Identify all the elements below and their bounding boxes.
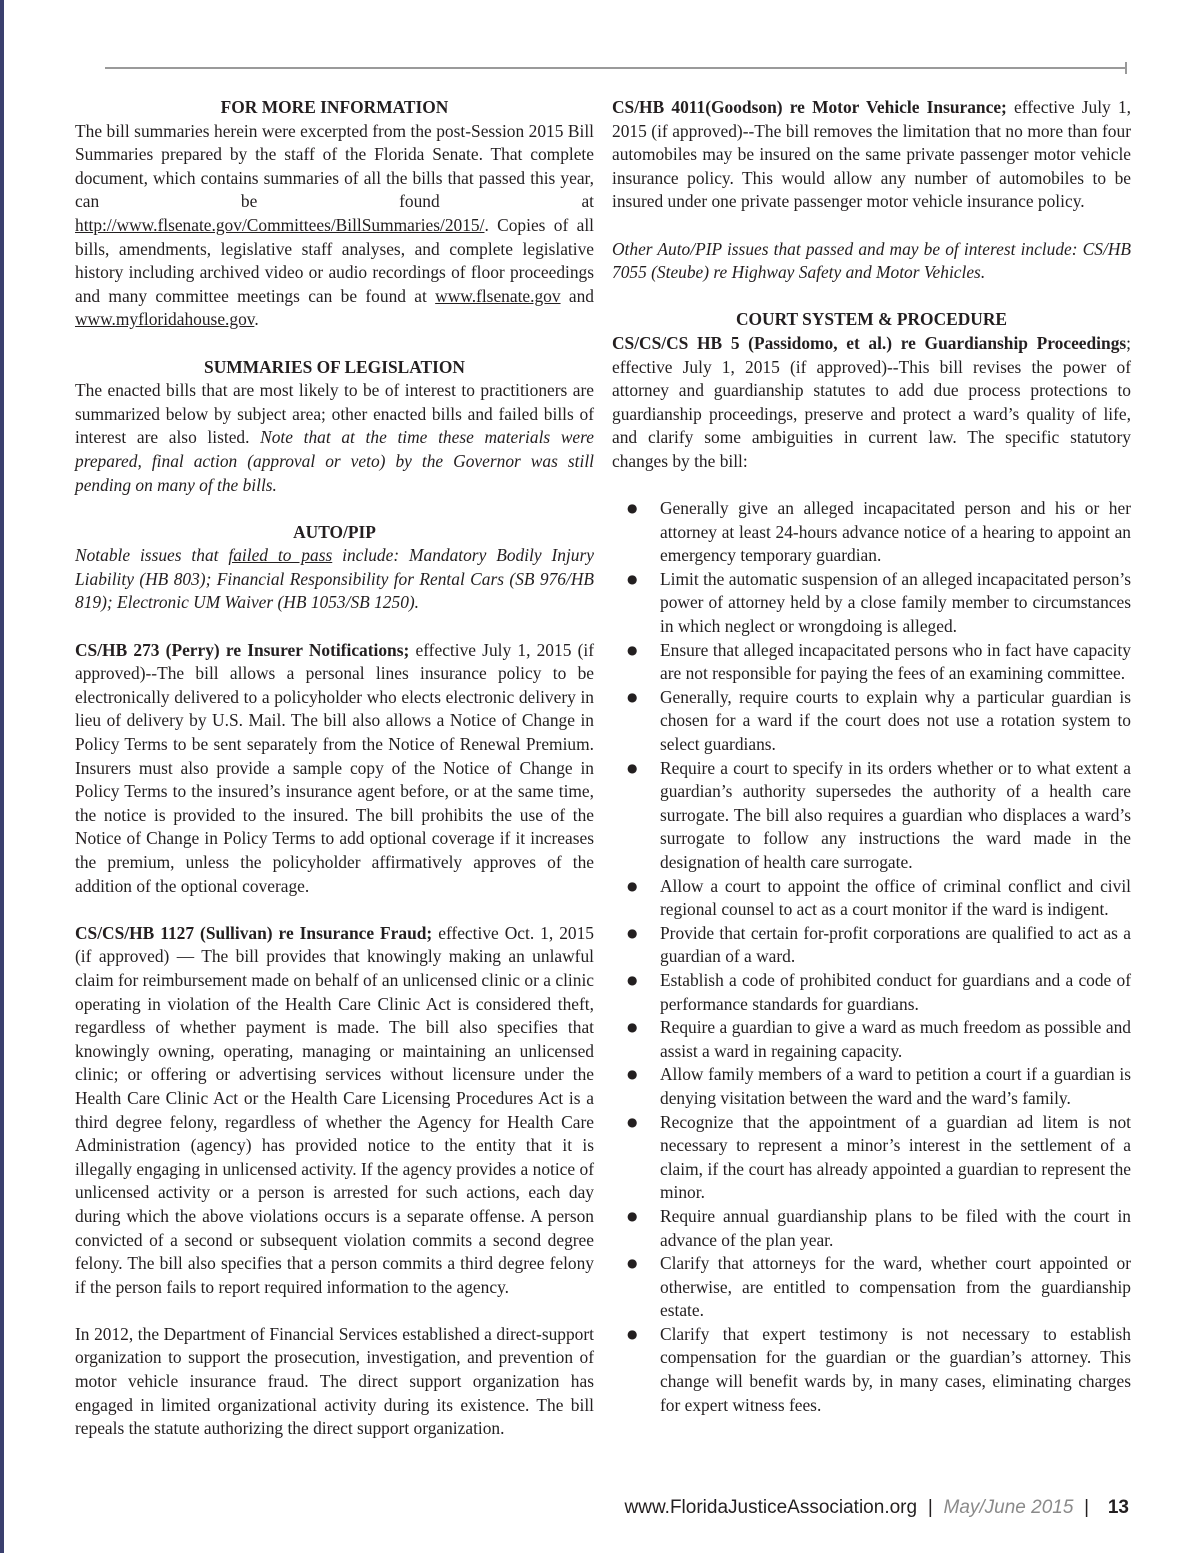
list-item: ● Limit the automatic suspension of an alleged incapacitated person’s power of attorney held by a close family member to circumstances in which neglect or wrongdoing is alleged. <box>627 568 1131 637</box>
list-item: ● Require a guardian to give a ward as much freedom as possible and assist a ward in regaining capacity. <box>627 1017 1131 1061</box>
bullet-icon: ● <box>627 501 638 516</box>
more-info-paragraph: The bill summaries herein were excerpted from the post-Session 2015 Bill Summaries prepared by the staff of the Florida Senate. That complete document, which contains summaries of all the bills that passed this year, can be found at http://www.flsenate.gov/Committees/BillSummaries/2015/. Copies of all bills, amendments, legislative staff analyses, and complete legislative history including archived video or audio recordings of floor proceedings and many committee meetings can be found at www.flsenate.gov and www.myfloridahouse.gov. <box>75 120 594 330</box>
myfloridahouse-link[interactable]: www.myfloridahouse.gov <box>75 309 255 330</box>
summaries-paragraph: The enacted bills that are most likely to be of interest to practitioners are summarized below by subject area; other enacted bills and failed bills of interest are also listed. Note that at the time these materials were prepared, final action (approval or veto) by the Governor was still pending on many of the bills. <box>75 380 594 495</box>
summaries-note: Note that at the time these materials were prepared, final action (approval or veto) by the Governor was still pending on many of the bills. <box>75 427 594 495</box>
list-item: ● Provide that certain for-profit corporations are qualified to act as a guardian of a ward. <box>627 922 1131 967</box>
list-item: ● Recognize that the appointment of a guardian ad litem is not necessary to represent a minor’s interest in the settlement of a claim, if the court has already appointed a guardian to represent the minor. <box>627 1111 1131 1203</box>
dfs-paragraph: In 2012, the Department of Financial Services established a direct-support organization to support the prosecution, investigation, and prevention of motor vehicle insurance fraud. The direct support organization has engaged in limited organizational activity during its existence. The bill repeals the statute authorizing the direct support organization. <box>75 1323 594 1439</box>
footer-issue-date: May/June 2015 <box>943 1497 1074 1518</box>
flsenate-link[interactable]: www.flsenate.gov <box>435 285 561 306</box>
list-item: ● Allow a court to appoint the office of criminal conflict and civil regional counsel to act as a court monitor if the ward is indigent. <box>627 875 1131 920</box>
bullet-icon: ● <box>627 1114 638 1129</box>
bullet-icon: ● <box>627 878 638 893</box>
bill-hb1127-summary: CS/CS/HB 1127 (Sullivan) re Insurance Fraud; effective Oct. 1, 2015 (if approved) — The bill provides that knowingly making an unlawful claim for reimbursement made on behalf of an unlicensed clinic or a clinic operating in violation of the Health Care Clinic Act is considered theft, regardless of whether payment is made. The bill also specifies that knowingly owning, operating, managing or maintaining an unlicensed clinic; or offering or advertising services without licensure under the Health Care Clinic Act or the Health Care Licensing Procedures Act is a third degree felony, regardless of whether the Agency for Health Care Administration (agency) has provided notice to the entity that it is illegally engaging in unlicensed activity. If the agency provides a notice of unlicensed activity or a person is arrested for such actions, each day during which the above violations occurs is a separate offense. A person convicted of a second or subsequent violation commits a second degree felony. The bill also specifies that a person commits a third degree felony if the person fails to report required information to the agency. <box>75 922 594 1297</box>
list-item: ● Clarify that attorneys for the ward, whether court appointed or otherwise, are entitled to compensation from the guardianship estate. <box>627 1253 1131 1321</box>
list-item: ● Allow family members of a ward to petition a court if a guardian is denying visitation between the ward and the ward’s family. <box>627 1064 1131 1108</box>
list-item: ● Establish a code of prohibited conduct for guardians and a code of performance standards for guardians. <box>627 969 1131 1014</box>
bill-hb273-summary: CS/HB 273 (Perry) re Insurer Notifications; effective July 1, 2015 (if approved)--The bill allows a personal lines insurance policy to be electronically delivered to a policyholder who elects electronic delivery in lieu of delivery by U.S. Mail. The bill also allows a Notice of Change in Policy Terms to be sent separately from the Notice of Renewal Premium. Insurers must also provide a sample copy of the Notice of Change in Policy Terms to the insured’s insurance agent before, or at the same time, the notice is provided to the insured. The bill prohibits the use of the Notice of Change in Policy Terms to add optional coverage if it increases the premium, unless the policyholder affirmatively approves of the addition of the optional coverage. <box>75 639 594 896</box>
bullet-icon: ● <box>627 1067 638 1082</box>
senate-bill-summaries-link[interactable]: http://www.flsenate.gov/Committees/BillSummaries/2015/ <box>75 214 485 235</box>
list-item: ● Generally give an alleged incapacitated person and his or her attorney at least 24-hours advance notice of a hearing to appoint an emergency temporary guardian. <box>627 498 1131 566</box>
bill-hb1127-title: CS/CS/HB 1127 (Sullivan) re Insurance Fraud; <box>75 922 433 943</box>
page-footer <box>0 1496 1129 1520</box>
list-item: ● Ensure that alleged incapacitated persons who in fact have capacity are not responsible for paying the fees of an examining committee. <box>627 639 1131 684</box>
list-item: ● Clarify that expert testimony is not necessary to establish compensation for the guardian or the guardian’s attorney. This change will benefit wards by, in many cases, eliminating charges for expert witness fees. <box>627 1323 1131 1415</box>
footer-separator: | <box>1084 1497 1090 1518</box>
bullet-icon: ● <box>627 1208 638 1223</box>
bill-hb273-title: CS/HB 273 (Perry) re Insurer Notifications; <box>75 639 410 660</box>
bill-hb5-summary: CS/CS/CS HB 5 (Passidomo, et al.) re Guardianship Proceedings; effective July 1, 2015 (if approved)--This bill revises the power of attorney and guardianship statutes to add due process protections to guardianship proceedings, preserve and protect a ward’s quality of life, and clarify some ambiguities in current law. The specific statutory changes by the bill: <box>612 332 1131 471</box>
bullet-icon: ● <box>627 1256 638 1271</box>
bullet-icon: ● <box>627 972 638 987</box>
section-heading-auto-pip: AUTO/PIP <box>293 521 376 542</box>
bill-hb4011-title: CS/HB 4011(Goodson) re Motor Vehicle Insurance; <box>612 97 1007 117</box>
footer-website[interactable]: www.FloridaJusticeAssociation.org <box>624 1497 918 1518</box>
section-heading-court-system: COURT SYSTEM & PROCEDURE <box>735 309 1008 330</box>
left-column <box>75 96 594 1441</box>
bullet-icon: ● <box>627 925 638 940</box>
bill-hb5-title: CS/CS/CS HB 5 (Passidomo, et al.) re Guardianship Proceedings <box>612 332 1127 353</box>
section-heading-summaries: SUMMARIES OF LEGISLATION <box>204 356 465 377</box>
header-rule <box>105 67 1127 69</box>
page-edge-decoration <box>0 0 4 1553</box>
list-item: ● Require a court to specify in its orders whether or to what extent a guardian’s authority supersedes the authority of a health care surrogate. The bill also requires a guardian who displaces a ward’s surrogate to follow any instructions the ward made in the designation of health care surrogate. <box>627 757 1131 872</box>
bullet-icon: ● <box>627 571 638 586</box>
bullet-icon: ● <box>627 689 638 704</box>
other-auto-pip-issues: Other Auto/PIP issues that passed and may be of interest include: CS/HB 7055 (Steube) re Highway Safety and Motor Vehicles. <box>612 238 1131 283</box>
bullet-icon: ● <box>627 760 638 775</box>
page-number: 13 <box>1107 1497 1129 1518</box>
bill-hb4011-summary: CS/HB 4011(Goodson) re Motor Vehicle Insurance; effective July 1, 2015 (if approved)--The bill removes the limitation that no more than four automobiles may be insured on the same private passenger motor vehicle insurance policy. This would allow any number of automobiles to be insured under one private passenger motor vehicle insurance policy. <box>612 97 1131 212</box>
statutory-changes-list <box>612 497 1131 1417</box>
list-item: ● Require annual guardianship plans to be filed with the court in advance of the plan year. <box>627 1205 1131 1250</box>
bullet-icon: ● <box>627 642 638 657</box>
bullet-icon: ● <box>627 1326 638 1341</box>
header-rule-tick <box>1125 62 1127 74</box>
footer-separator: | <box>927 1497 933 1518</box>
section-heading-more-info: FOR MORE INFORMATION <box>220 97 449 117</box>
right-column <box>612 96 1131 1417</box>
bullet-icon: ● <box>627 1020 638 1035</box>
list-item: ● Generally, require courts to explain why a particular guardian is chosen for a ward if the court does not use a rotation system to select guardians. <box>627 686 1131 755</box>
notable-failed-issues: Notable issues that failed to pass include: Mandatory Bodily Injury Liability (HB 803); Financial Responsibility for Rental Cars (SB 976/HB 819); Electronic UM Waiver (HB 1053/SB 1250). <box>75 545 594 613</box>
